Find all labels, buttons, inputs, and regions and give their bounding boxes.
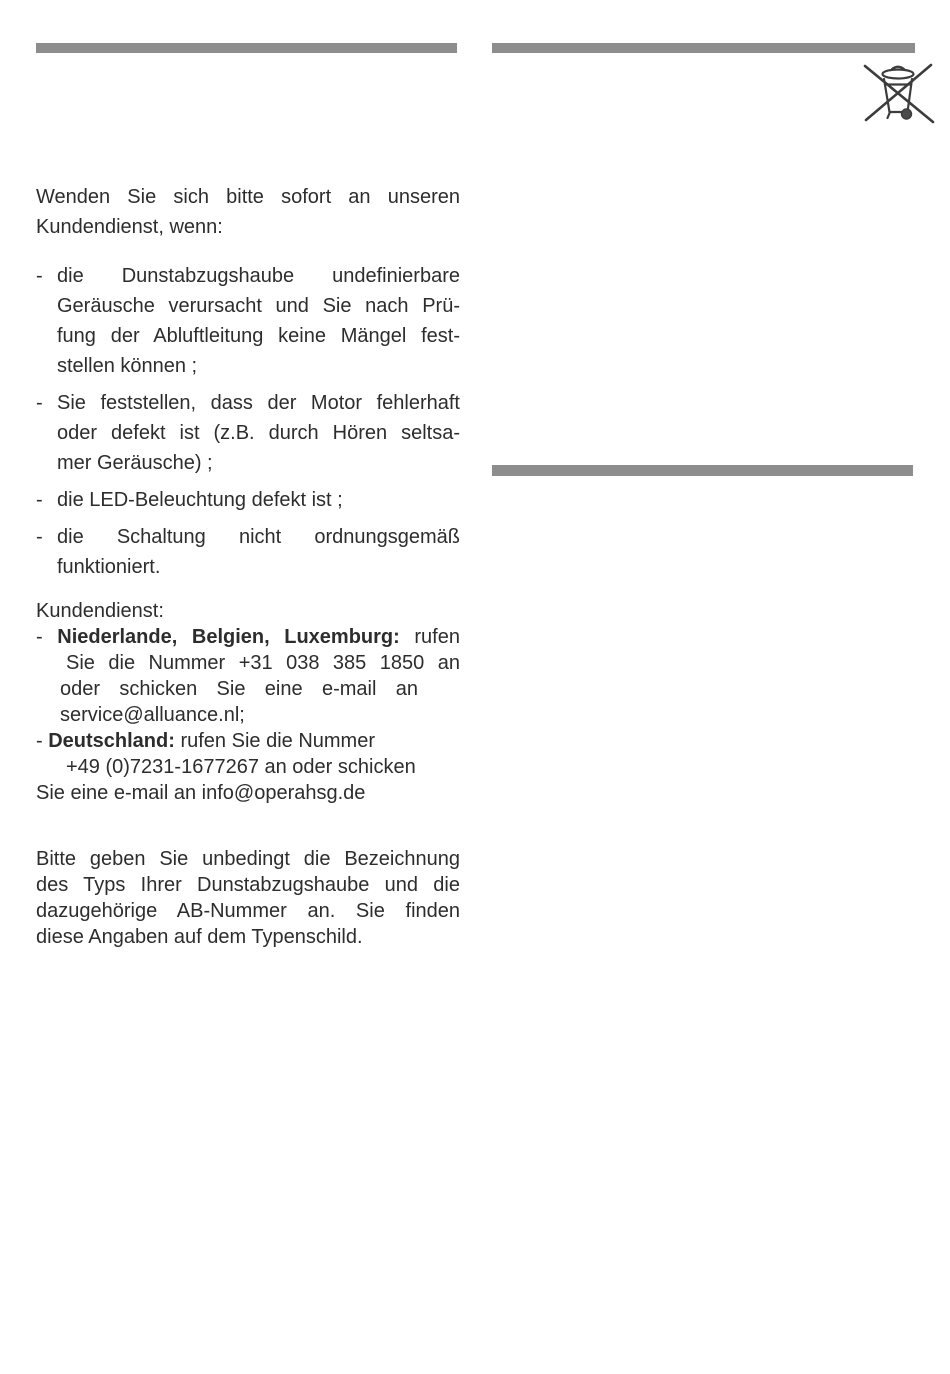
note-line: des Typs Ihrer Dunstabzugshaube und die [36,874,460,896]
bullet-item [36,522,460,582]
bullet-line: die Schaltung nicht ordnungsgemäß [57,526,460,548]
bullet-marker: - [36,265,43,287]
bullet-item [36,261,460,381]
bullet-line: funktioniert. [57,556,161,578]
note-line: dazugehörige AB-Nummer an. Sie finden [36,900,460,922]
service-phone-line: Sie die Nummer +31 038 385 1850 an [66,652,460,674]
bullet-item [36,485,460,515]
service-line [36,624,460,650]
top-rule-left [36,43,457,53]
bullet-item [36,388,460,478]
service-line: oder schicken Sie eine e-mail an [60,678,418,700]
bullet-line: mer Geräusche) ; [57,452,213,474]
country-name-bold: Deutschland: [48,730,175,752]
note-line: diese Angaben auf dem Typenschild. [36,926,363,948]
bullet-marker: - [36,392,43,414]
intro-line: Wenden Sie sich bitte sofort an unseren [36,186,460,208]
service-line [36,728,460,754]
symptom-bullet-list [36,261,460,589]
country-name-bold: Niederlande, Belgien, Luxemburg: [57,626,400,648]
bullet-line: Geräusche verursacht und Sie nach Prü- [57,295,460,317]
service-line-text: rufen Sie die Nummer [174,730,375,752]
bullet-marker: - [36,526,43,548]
note-paragraph [36,846,460,950]
service-email: Sie eine e-mail an info@operahsg.de [36,782,366,804]
intro-paragraph [36,182,460,242]
customer-service-section [36,598,460,806]
bullet-line: fung der Abluftleitung keine Mängel fest- [57,325,460,347]
service-bullet-dash: - [36,730,49,752]
intro-line: Kundendienst, wenn: [36,216,223,238]
service-phone-line: +49 (0)7231-1677267 an oder schicken [66,756,416,778]
bullet-marker: - [36,489,43,511]
bullet-line: stellen können ; [57,355,198,377]
service-heading: Kundendienst: [36,600,164,622]
mid-rule-right [492,465,913,476]
weee-crossed-out-bin-icon [862,61,936,125]
bullet-line: oder defekt ist (z.B. durch Hören seltsa- [57,422,460,444]
service-line-text: rufen [399,626,460,648]
bullet-line: die LED-Beleuchtung defekt ist ; [57,489,343,511]
note-line: Bitte geben Sie unbedingt die Bezeichnung [36,848,460,870]
bullet-line: Sie feststellen, dass der Motor fehlerhaft [57,392,460,414]
service-bullet-dash: - [36,626,58,648]
top-rule-right [492,43,915,53]
service-email: service@alluance.nl; [60,704,245,726]
bullet-line: die Dunstabzugshaube undefinierbare [57,265,460,287]
